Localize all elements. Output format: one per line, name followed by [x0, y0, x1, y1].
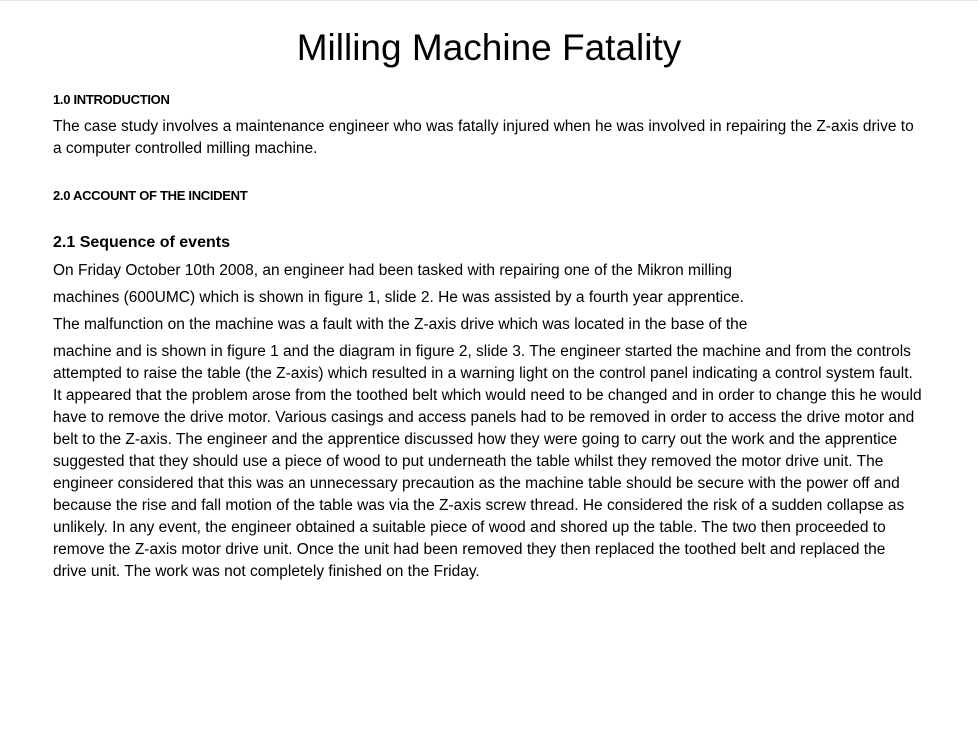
sequence-line-1: On Friday October 10th 2008, an engineer had been tasked with repairing one of the Mikron milling — [53, 262, 732, 279]
subsection-heading-sequence: 2.1 Sequence of events — [53, 234, 230, 251]
sequence-line-3: The malfunction on the machine was a fault with the Z-axis drive which was located in the base of the — [53, 316, 748, 333]
sequence-body-paragraph: machine and is shown in figure 1 and the diagram in figure 2, slide 3. The engineer started the machine and from the controls attempted to raise the table (the Z-axis) which resulted in a warning light on the control panel indicating a control system fault. It appeared that the problem arose from the toothed belt which would need to be changed and in order to change this he would have to remove the drive motor. Various casings and access panels had to be removed in order to access the drive motor and belt to the Z-axis. The engineer and the apprentice discussed how they were going to carry out the work and the apprentice suggested that they should use a piece of wood to put underneath the table whilst they removed the motor drive unit. The engineer considered that this was an unnecessary precaution as the machine table should be secure with the power off and because the rise and fall motion of the table was via the Z-axis screw thread. He considered the risk of a sudden collapse as unlikely. In any event, the engineer obtained a suitable piece of wood and shored up the table. The two then proceeded to remove the Z-axis motor drive unit. Once the unit had been removed they then replaced the toothed belt and replaced the drive unit. The work was not completely finished on the Friday. — [53, 343, 922, 580]
section-heading-introduction: 1.0 INTRODUCTION — [53, 92, 170, 107]
page-title: Milling Machine Fatality — [296, 27, 682, 68]
section-heading-account: 2.0 ACCOUNT OF THE INCIDENT — [53, 188, 248, 203]
introduction-paragraph: The case study involves a maintenance engineer who was fatally injured when he was involved in repairing the Z-axis drive to a computer controlled milling machine. — [53, 118, 914, 157]
sequence-line-2: machines (600UMC) which is shown in figure 1, slide 2. He was assisted by a fourth year apprentice. — [53, 289, 744, 306]
